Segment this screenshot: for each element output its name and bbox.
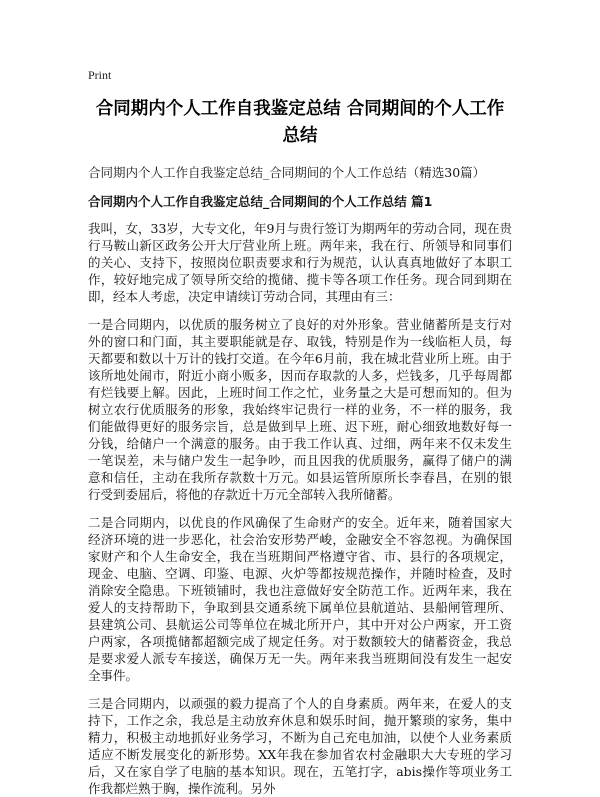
document-title: 合同期内个人工作自我鉴定总结 合同期间的个人工作总结 <box>95 99 505 146</box>
paragraph-intro: 我叫，女，33岁，大专文化，年9月与贵行签订为期两年的劳动合同，现在贵行马鞍山新区政务公开大厅营业所上班。两年来，我在行、所领导和同事们的关心、支持下，按照岗位职责要求和行为规范，认认真真地做好了本职工作，较好地完成了领导所交给的揽储、揽卡等各项工作任务。现合同到期在即，经本人考虑，决定申请续订劳动合同，其理由有三： <box>88 221 512 304</box>
paragraph-service: 一是合同期内，以优质的服务树立了良好的对外形象。营业储蓄所是支行对外的窗口和门面，其主要职能就是存、取钱，特别是作为一线临柜人员，每天都要和数以十万计的钱打交道。在今年6月前，我在城北营业所上班。由于该所地处闹市，附近小商小贩多，因而存取款的人多，烂钱多，几乎每周都有烂钱要上解。因此，上班时间工作之忙，业务量之大是可想而知的。但为树立农行优质服务的形象，我始终牢记贵行一样的业务，不一样的服务，我们能做得更好的服务宗旨，总是做到早上班、迟下班，耐心细致地数好每一分钱，给储户一个满意的服务。由于我工作认真、过细，两年来不仅未发生一笔误差，未与储户发生一起争吵，而且因我的优质服务，赢得了储户的满意和信任，主动在我所存款数十万元。如县运管所原所长李春昌，在别的银行受到委屈后，将他的存款近十万元全部转入我所储蓄。 <box>88 317 512 502</box>
print-link[interactable]: Print <box>88 68 112 82</box>
paragraph-safety: 二是合同期内，以优良的作风确保了生命财产的安全。近年来，随着国家大经济环境的进一步恶化，社会治安形势严峻，金融安全不容忽视。为确保国家财产和个人生命安全，我在当班期间严格遵守省、市、县行的各项规定，现金、电脑、空调、印鉴、电源、火炉等都按规范操作，并随时检查，及时消除安全隐患。下班锁铺时，我也注意做好安全防范工作。近两年来，我在爱人的支持帮助下，争取到县交通系统下属单位县航道站、县船闸管理所、县建筑公司、县航运公司等单位在城北所开户，其中开对公户两家，开工资户两家，各项揽储都超额完成了规定任务。对于数额较大的储蓄资金，我总是要求爱人派专车接送，确保万无一失。两年来我当班期间没有发生一起安全事件。 <box>88 515 512 683</box>
paragraph-quality: 三是合同期内，以顽强的毅力提高了个人的自身素质。两年来，在爱人的支持下，工作之余，我总是主动放弃休息和娱乐时间，抛开繁琐的家务，集中精力，积极主动地抓好业务学习，不断为自己充电加油，以使个人业务素质适应不断发展变化的新形势。XX年我在参加省农村金融职大大专班的学习后，又在家自学了电脑的基本知识。现在，五笔打字，abis操作等项业务工作我都烂熟于胸，操作流利。另外 <box>88 696 512 796</box>
section-heading: 合同期内个人工作自我鉴定总结_合同期间的个人工作总结 篇1 <box>88 194 433 209</box>
document-subtitle: 合同期内个人工作自我鉴定总结_合同期间的个人工作总结（精选30篇） <box>88 165 486 180</box>
